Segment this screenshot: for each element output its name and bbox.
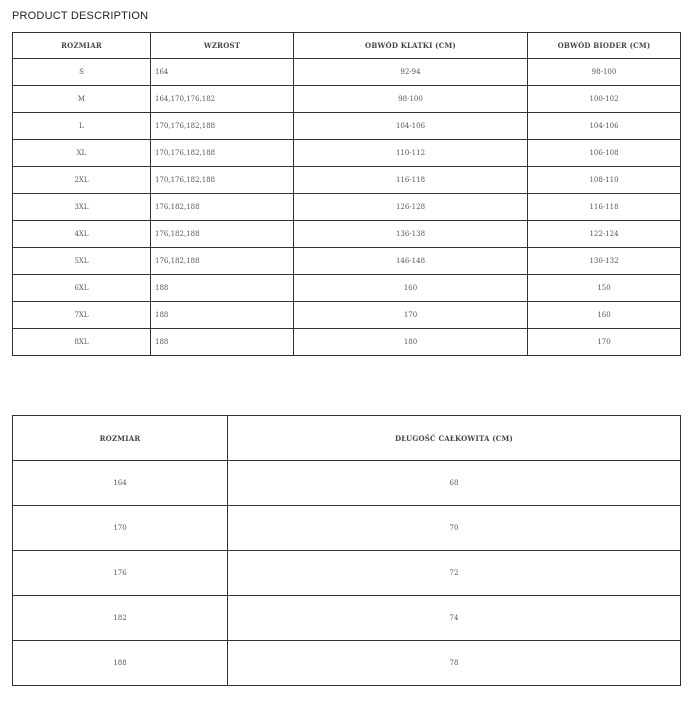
cell-chest: 170 — [294, 302, 528, 329]
cell-chest: 116-118 — [294, 167, 528, 194]
cell-hips: 98-100 — [528, 59, 681, 86]
cell-height: 188 — [151, 302, 294, 329]
table-row — [13, 461, 681, 506]
cell-hips: 130-132 — [528, 248, 681, 275]
cell-chest: 104-106 — [294, 113, 528, 140]
cell-size: 164 — [13, 461, 228, 506]
table-header-row — [13, 33, 681, 59]
table-row — [13, 329, 681, 356]
cell-height: 176,182,188 — [151, 248, 294, 275]
cell-height: 164,170,176,182 — [151, 86, 294, 113]
table-row — [13, 221, 681, 248]
column-header-hips: OBWÓD BIODER (CM) — [528, 33, 681, 59]
cell-height: 170,176,182,188 — [151, 140, 294, 167]
cell-hips: 108-110 — [528, 167, 681, 194]
table-row — [13, 506, 681, 551]
length-chart-table — [12, 415, 681, 686]
cell-size: 182 — [13, 596, 228, 641]
table-row — [13, 641, 681, 686]
page-title: PRODUCT DESCRIPTION — [12, 10, 149, 22]
cell-hips: 122-124 — [528, 221, 681, 248]
table-row — [13, 551, 681, 596]
table-row — [13, 302, 681, 329]
table-row — [13, 596, 681, 641]
cell-hips: 116-118 — [528, 194, 681, 221]
cell-chest: 136-138 — [294, 221, 528, 248]
cell-chest: 146-148 — [294, 248, 528, 275]
cell-chest: 160 — [294, 275, 528, 302]
cell-size: 7XL — [13, 302, 151, 329]
table-row — [13, 86, 681, 113]
cell-size: 2XL — [13, 167, 151, 194]
cell-height: 164 — [151, 59, 294, 86]
column-header-size: ROZMIAR — [13, 416, 228, 461]
cell-size: L — [13, 113, 151, 140]
cell-height: 176,182,188 — [151, 194, 294, 221]
column-header-height: WZROST — [151, 33, 294, 59]
cell-size: 170 — [13, 506, 228, 551]
column-header-size: ROZMIAR — [13, 33, 151, 59]
cell-chest: 110-112 — [294, 140, 528, 167]
cell-total-length: 68 — [228, 461, 681, 506]
cell-size: 188 — [13, 641, 228, 686]
cell-chest: 180 — [294, 329, 528, 356]
cell-size: 3XL — [13, 194, 151, 221]
cell-height: 188 — [151, 275, 294, 302]
cell-height: 170,176,182,188 — [151, 113, 294, 140]
size-chart-table — [12, 32, 681, 356]
cell-hips: 104-106 — [528, 113, 681, 140]
table-row — [13, 113, 681, 140]
cell-size: 4XL — [13, 221, 151, 248]
cell-hips: 170 — [528, 329, 681, 356]
cell-size: XL — [13, 140, 151, 167]
cell-size: 8XL — [13, 329, 151, 356]
column-header-chest: OBWÓD KLATKI (CM) — [294, 33, 528, 59]
table-row — [13, 194, 681, 221]
cell-height: 188 — [151, 329, 294, 356]
cell-chest: 126-128 — [294, 194, 528, 221]
table-row — [13, 248, 681, 275]
table-row — [13, 59, 681, 86]
cell-hips: 106-108 — [528, 140, 681, 167]
cell-chest: 98-100 — [294, 86, 528, 113]
cell-total-length: 78 — [228, 641, 681, 686]
table-row — [13, 140, 681, 167]
table-row — [13, 275, 681, 302]
cell-size: 176 — [13, 551, 228, 596]
cell-total-length: 70 — [228, 506, 681, 551]
length-table-body — [13, 461, 681, 686]
column-header-total-length: DŁUGOŚĆ CAŁKOWITA (CM) — [228, 416, 681, 461]
cell-height: 176,182,188 — [151, 221, 294, 248]
table-row — [13, 167, 681, 194]
table-header-row — [13, 416, 681, 461]
cell-size: 6XL — [13, 275, 151, 302]
cell-size: S — [13, 59, 151, 86]
cell-height: 170,176,182,188 — [151, 167, 294, 194]
size-table-body — [13, 59, 681, 356]
cell-chest: 92-94 — [294, 59, 528, 86]
cell-hips: 160 — [528, 302, 681, 329]
cell-total-length: 72 — [228, 551, 681, 596]
cell-total-length: 74 — [228, 596, 681, 641]
cell-size: M — [13, 86, 151, 113]
cell-size: 5XL — [13, 248, 151, 275]
cell-hips: 100-102 — [528, 86, 681, 113]
cell-hips: 150 — [528, 275, 681, 302]
